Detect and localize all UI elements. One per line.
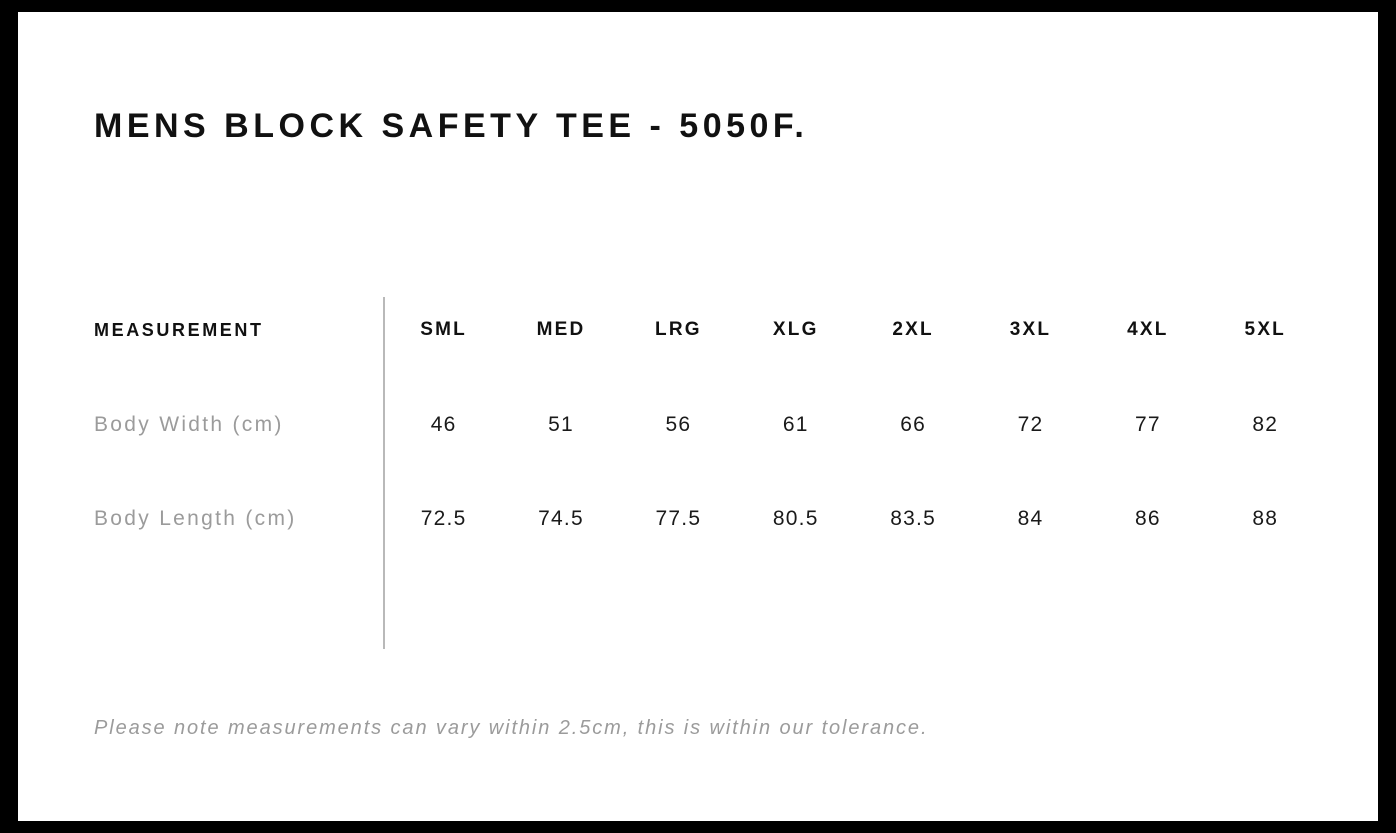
cell-body-width-med: 51 — [548, 413, 574, 436]
page-title: MENS BLOCK SAFETY TEE - 5050F. — [94, 107, 809, 145]
cell-body-length-xlg: 80.5 — [772, 507, 819, 530]
cell-body-width-3xl: 72 — [1017, 413, 1044, 436]
header-measurement: MEASUREMENT — [94, 319, 264, 340]
header-size-med: MED — [536, 319, 586, 340]
header-size-2xl: 2XL — [892, 319, 934, 340]
cell-body-length-2xl: 83.5 — [890, 507, 936, 530]
cell-body-length-med: 74.5 — [538, 507, 584, 530]
cell-body-width-2xl: 66 — [900, 413, 926, 436]
cell-body-length-3xl: 84 — [1017, 507, 1044, 530]
table-row — [94, 472, 1324, 566]
cell-body-length-sml: 72.5 — [420, 507, 467, 530]
size-table — [94, 282, 1324, 566]
header-size-lrg: LRG — [655, 319, 702, 340]
cell-body-width-xlg: 61 — [782, 413, 809, 436]
table-row — [94, 378, 1324, 472]
table-header-row — [94, 282, 1324, 378]
tolerance-note: Please note measurements can vary within 2.5cm, this is within our tolerance. — [94, 717, 929, 739]
header-size-xlg: XLG — [772, 319, 819, 340]
header-size-sml: SML — [420, 319, 467, 340]
cell-body-width-sml: 46 — [430, 413, 457, 436]
cell-body-length-5xl: 88 — [1252, 507, 1279, 530]
size-chart-page — [18, 12, 1378, 821]
row-label-body-length: Body Length (cm) — [94, 507, 297, 530]
header-size-5xl: 5XL — [1244, 319, 1286, 340]
cell-body-width-lrg: 56 — [665, 413, 692, 436]
header-size-3xl: 3XL — [1009, 319, 1052, 340]
cell-body-width-5xl: 82 — [1252, 413, 1279, 436]
size-table-container — [94, 282, 1324, 566]
row-label-body-width: Body Width (cm) — [94, 413, 284, 436]
cell-body-length-lrg: 77.5 — [655, 507, 702, 530]
cell-body-width-4xl: 77 — [1134, 413, 1161, 436]
cell-body-length-4xl: 86 — [1134, 507, 1161, 530]
header-size-4xl: 4XL — [1127, 319, 1169, 340]
